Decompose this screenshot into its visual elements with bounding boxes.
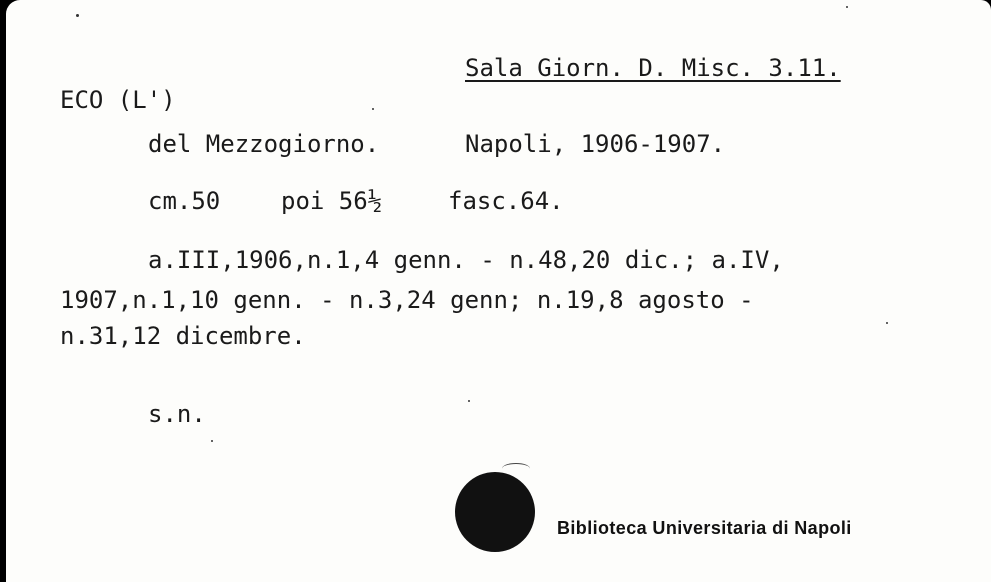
paper-speck (76, 14, 79, 17)
publisher-note: s.n. (148, 400, 206, 428)
fascicles-count: fasc.64. (448, 187, 564, 215)
size-cm: cm.50 (148, 187, 221, 215)
paper-speck (846, 6, 848, 8)
paper-speck (886, 322, 888, 324)
place-dates: Napoli, 1906-1907. (465, 130, 726, 158)
paper-speck (468, 400, 470, 402)
stamp-arc (502, 463, 530, 474)
title-subtitle: del Mezzogiorno. (148, 130, 380, 158)
holdings-line-1: a.III,1906,n.1,4 genn. - n.48,20 dic.; a.IV, (148, 246, 784, 274)
paper-speck (211, 440, 213, 442)
paper-speck (372, 108, 374, 110)
title-heading: ECO (L') (60, 86, 176, 114)
library-stamp-text: Biblioteca Universitaria di Napoli (557, 518, 852, 538)
size-later: poi 56½ (281, 187, 383, 215)
holdings-line-3: n.31,12 dicembre. (60, 322, 306, 350)
shelfmark: Sala Giorn. D. Misc. 3.11. (465, 54, 841, 82)
catalog-card (6, 0, 991, 582)
holdings-line-2: 1907,n.1,10 genn. - n.3,24 genn; n.19,8 agosto - (60, 286, 754, 314)
library-stamp-dot (455, 472, 535, 552)
